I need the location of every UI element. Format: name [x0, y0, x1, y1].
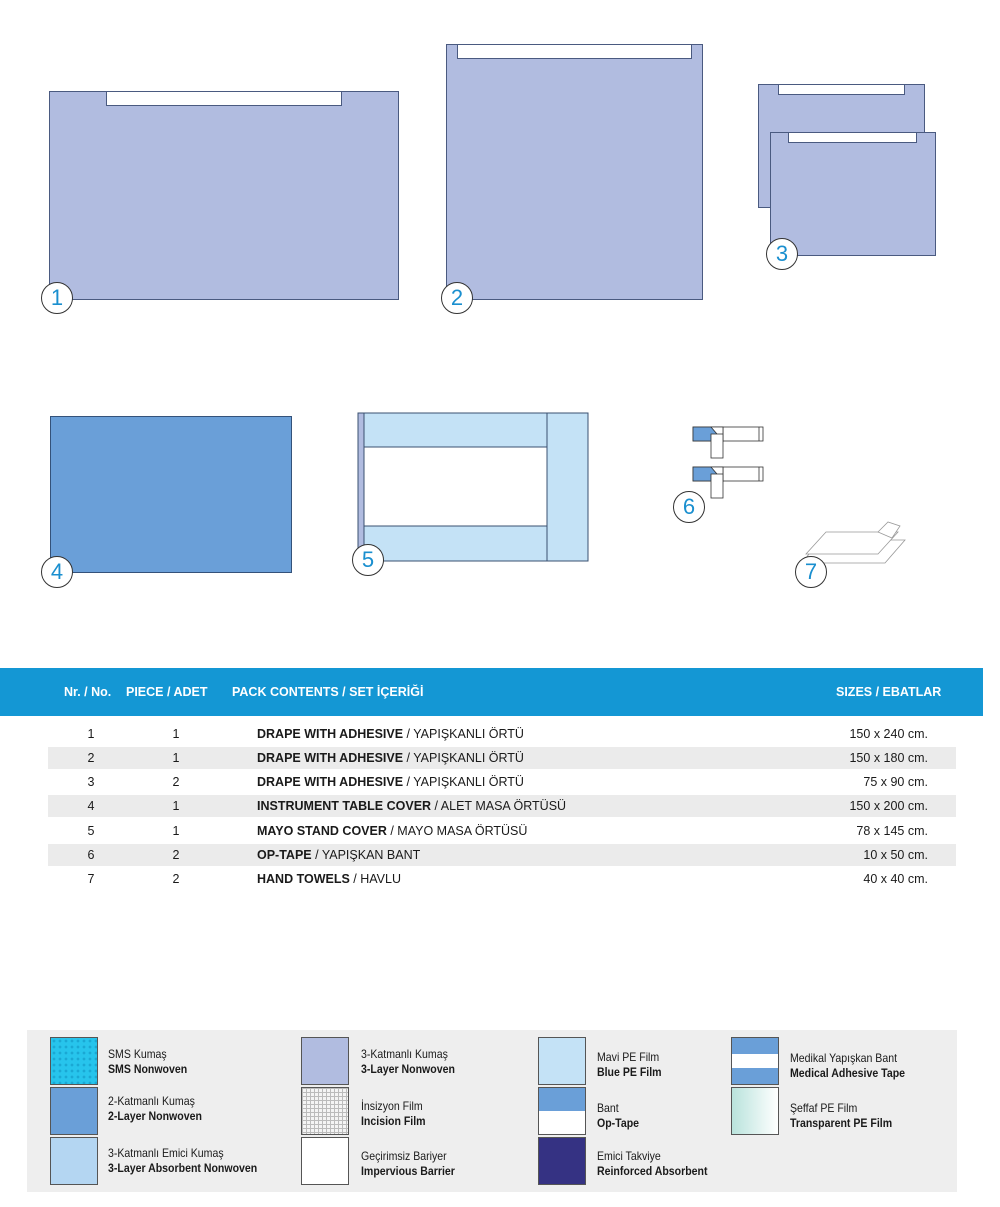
cell-contents — [257, 751, 524, 765]
legend-swatch-sms — [50, 1037, 98, 1085]
cell-size: 78 x 145 cm. — [856, 824, 928, 838]
legend-swatch-impervious-barrier — [301, 1137, 349, 1185]
legend-label: Emici Takviye Reinforced Absorbent — [597, 1149, 708, 1178]
cell-nr: 3 — [87, 775, 95, 789]
cell-size: 10 x 50 cm. — [863, 848, 928, 862]
cell-nr: 7 — [87, 872, 95, 886]
item-number-badge: 5 — [352, 544, 384, 576]
mayo-stand-cover-illustration — [355, 410, 591, 566]
header-piece: PIECE / ADET — [126, 685, 208, 699]
header-nr: Nr. / No. — [64, 685, 112, 699]
item-number-badge: 2 — [441, 282, 473, 314]
item-name-tr: / YAPIŞKANLI ÖRTÜ — [403, 775, 524, 789]
cell-size: 150 x 200 cm. — [849, 799, 928, 813]
legend-swatch-blue-pe-film — [538, 1037, 586, 1085]
item-name-en: OP-TAPE — [257, 848, 312, 862]
item-number-badge: 6 — [673, 491, 705, 523]
cell-size: 150 x 240 cm. — [849, 727, 928, 741]
material-legend — [27, 1030, 957, 1192]
adhesive-strip — [788, 132, 917, 143]
item-name-tr: / ALET MASA ÖRTÜSÜ — [431, 799, 567, 813]
item-name-en: HAND TOWELS — [257, 872, 350, 886]
cell-contents — [257, 848, 420, 862]
legend-label: Mavi PE Film Blue PE Film — [597, 1050, 662, 1079]
cell-nr: 1 — [87, 727, 95, 741]
cell-nr: 5 — [87, 824, 95, 838]
instrument-table-cover-illustration — [50, 416, 292, 573]
item-name-tr: / YAPIŞKANLI ÖRTÜ — [403, 751, 524, 765]
adhesive-strip — [457, 44, 692, 59]
cell-piece: 1 — [172, 824, 180, 838]
item-number-badge: 4 — [41, 556, 73, 588]
table-row — [48, 771, 956, 793]
legend-swatch-medical-adhesive-tape — [731, 1037, 779, 1085]
table-header — [0, 668, 983, 716]
legend-swatch-reinforced-absorbent — [538, 1137, 586, 1185]
cell-size: 40 x 40 cm. — [863, 872, 928, 886]
cell-size: 75 x 90 cm. — [863, 775, 928, 789]
legend-label: Şeffaf PE Film Transparent PE Film — [790, 1101, 893, 1130]
item-name-tr: / YAPIŞKANLI ÖRTÜ — [403, 727, 524, 741]
cell-contents — [257, 775, 524, 789]
legend-label: 3-Katmanlı Kumaş 3-Layer Nonwoven — [361, 1047, 455, 1076]
table-row — [48, 820, 956, 842]
legend-label: 3-Katmanlı Emici Kumaş 3-Layer Absorbent Nonwoven — [108, 1146, 258, 1175]
cell-piece: 2 — [172, 872, 180, 886]
table-row — [48, 723, 956, 745]
legend-swatch-3-layer — [301, 1037, 349, 1085]
item-number-badge: 3 — [766, 238, 798, 270]
legend-label: SMS Kumaş SMS Nonwoven — [108, 1047, 188, 1076]
legend-label: İnsizyon Film Incision Film — [361, 1099, 426, 1128]
cell-piece: 1 — [172, 799, 180, 813]
drape-1-illustration — [49, 91, 399, 300]
item-name-tr: / HAVLU — [349, 872, 401, 886]
table-row — [48, 747, 956, 769]
legend-label: Bant Op-Tape — [597, 1101, 640, 1130]
cell-nr: 2 — [87, 751, 95, 765]
legend-swatch-incision-film — [301, 1087, 349, 1135]
item-name-en: MAYO STAND COVER — [257, 824, 387, 838]
cell-contents — [257, 799, 566, 813]
item-name-en: DRAPE WITH ADHESIVE — [257, 751, 404, 765]
adhesive-strip — [106, 91, 342, 106]
legend-label: 2-Katmanlı Kumaş 2-Layer Nonwoven — [108, 1094, 202, 1123]
legend-swatch-op-tape — [538, 1087, 586, 1135]
header-contents: PACK CONTENTS / SET İÇERİĞİ — [232, 685, 424, 699]
item-name-en: DRAPE WITH ADHESIVE — [257, 727, 404, 741]
drape-3-front-illustration — [770, 132, 936, 256]
cell-nr: 6 — [87, 848, 95, 862]
legend-swatch-2-layer — [50, 1087, 98, 1135]
item-name-en: INSTRUMENT TABLE COVER — [257, 799, 432, 813]
cell-piece: 2 — [172, 848, 180, 862]
op-tape-illustration — [688, 422, 768, 502]
item-name-tr: / MAYO MASA ÖRTÜSÜ — [386, 824, 528, 838]
drape-2-illustration — [446, 44, 703, 300]
cell-contents — [257, 872, 401, 886]
cell-nr: 4 — [87, 799, 95, 813]
cell-piece: 1 — [172, 751, 180, 765]
table-row — [48, 868, 956, 890]
legend-label: Medikal Yapışkan Bant Medical Adhesive Tape — [790, 1051, 906, 1080]
table-row — [48, 795, 956, 817]
cell-contents — [257, 727, 524, 741]
cell-size: 150 x 180 cm. — [849, 751, 928, 765]
cell-contents — [257, 824, 527, 838]
legend-swatch-transparent-pe-film — [731, 1087, 779, 1135]
item-number-badge: 1 — [41, 282, 73, 314]
cell-piece: 1 — [172, 727, 180, 741]
item-name-en: DRAPE WITH ADHESIVE — [257, 775, 404, 789]
item-number-badge: 7 — [795, 556, 827, 588]
adhesive-strip — [778, 84, 905, 95]
legend-swatch-3-layer-absorbent — [50, 1137, 98, 1185]
item-name-tr: / YAPIŞKAN BANT — [311, 848, 421, 862]
legend-label: Geçirimsiz Bariyer Impervious Barrier — [361, 1149, 455, 1178]
table-row — [48, 844, 956, 866]
cell-piece: 2 — [172, 775, 180, 789]
header-sizes: SIZES / EBATLAR — [836, 685, 942, 699]
